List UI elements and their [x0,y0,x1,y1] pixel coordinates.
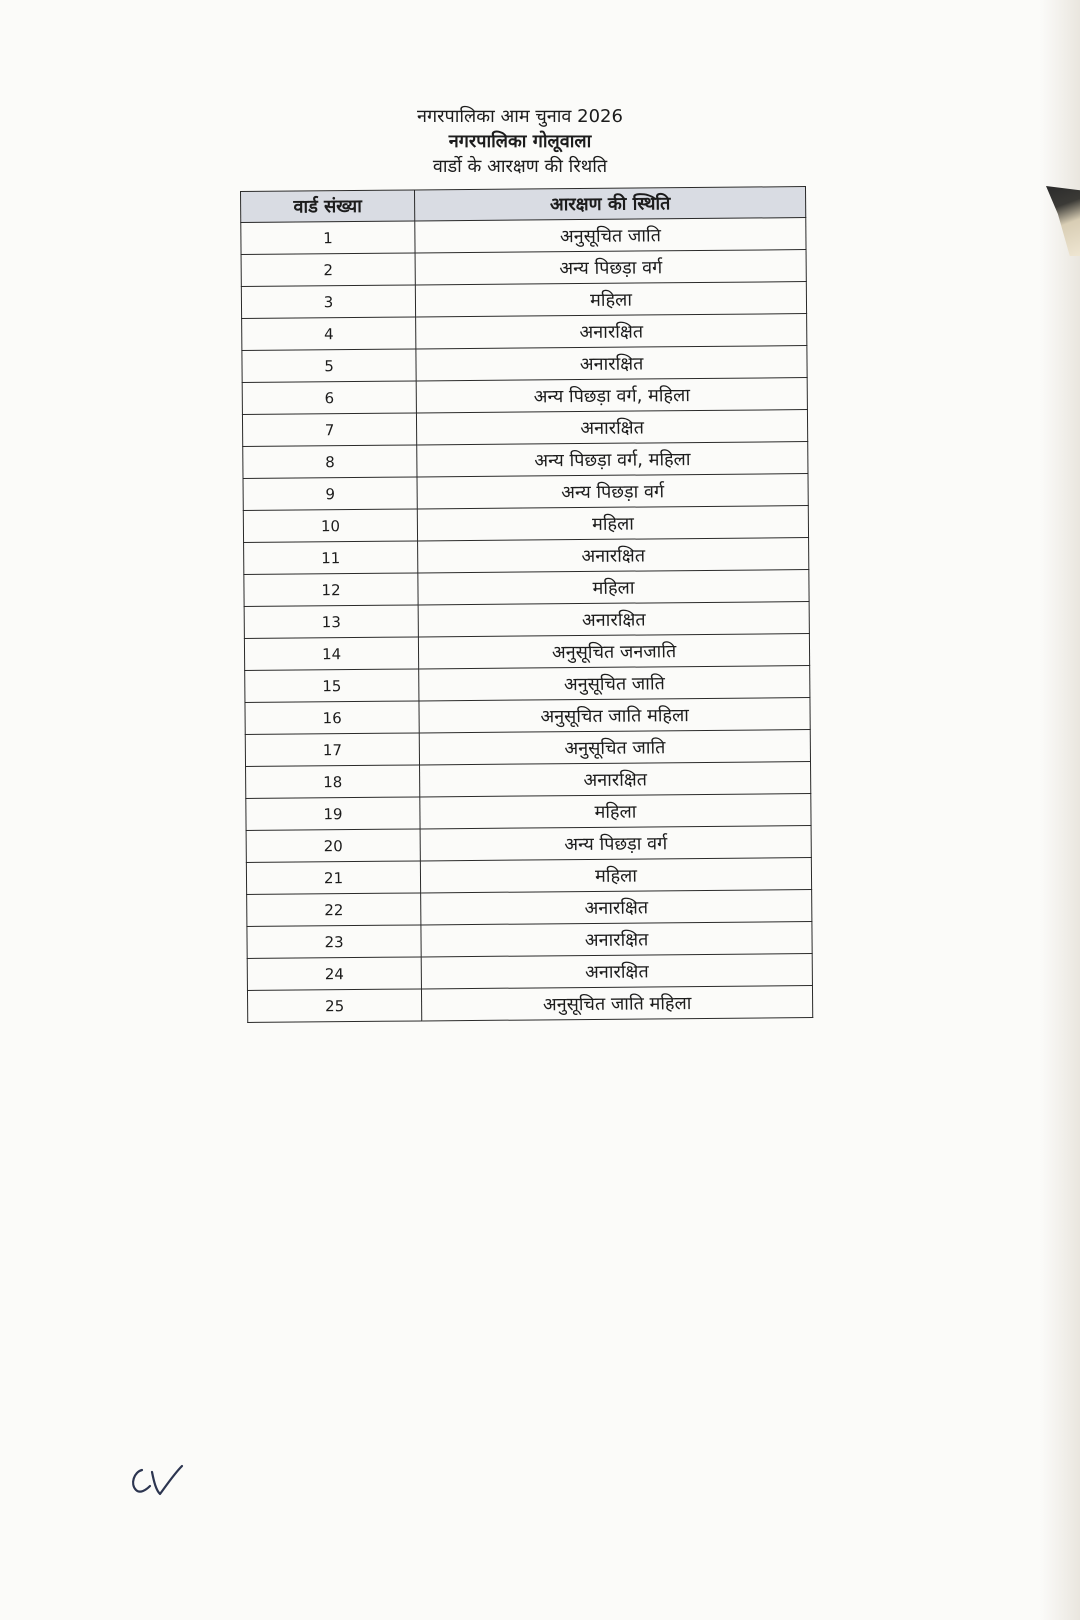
ward-number-cell: 8 [243,445,417,479]
table-row [241,250,806,287]
table-caption: वार्डो के आरक्षण की रिथति [432,156,608,177]
ward-number-cell: 4 [242,317,416,351]
ward-number-cell: 5 [242,349,416,383]
ward-number-cell: 21 [246,861,420,895]
table-row [244,602,809,639]
reservation-status-cell: अनारक्षित [418,602,809,637]
reservation-status-cell: अनारक्षित [421,922,812,957]
ward-number-cell: 24 [247,957,421,991]
reservation-status-cell: अन्य पिछड़ा वर्ग, महिला [416,378,807,413]
reservation-status-cell: अनारक्षित [418,538,809,573]
table-row [241,218,806,255]
table-row [242,314,807,351]
ward-number-cell: 1 [241,221,415,255]
ward-number-cell: 10 [243,509,417,543]
ward-number-cell: 25 [247,989,421,1023]
reservation-status-cell: अन्य पिछड़ा वर्ग [420,826,811,861]
ward-number-cell: 15 [245,669,419,703]
table-row [245,698,810,735]
table-row [246,826,811,863]
table-row [246,858,811,895]
ward-number-cell: 18 [246,765,420,799]
table-row [242,378,807,415]
table-row [245,730,810,767]
table-row [243,474,808,511]
table-row [244,634,809,671]
reservation-status-cell: अनुसूचित जाति [419,666,810,701]
ward-number-cell: 2 [241,253,415,287]
election-title: नगरपालिका आम चुनाव 2026 [417,106,623,127]
reservation-status-cell: अन्य पिछड़ा वर्ग, महिला [417,442,808,477]
ward-number-cell: 14 [244,637,418,671]
reservation-status-cell: महिला [418,570,809,605]
table-row [242,410,807,447]
reservation-status-cell: अनारक्षित [416,346,807,381]
ward-number-cell: 13 [244,605,418,639]
reservation-status-cell: अनुसूचित जाति [415,218,806,253]
ward-number-cell: 9 [243,477,417,511]
ward-number-cell: 12 [244,573,418,607]
reservation-status-cell: अनारक्षित [416,314,807,349]
table-header-row [241,187,806,223]
ward-number-cell: 6 [242,381,416,415]
reservation-status-cell: महिला [417,506,808,541]
ward-number-header: वार्ड संख्या [241,190,415,223]
ward-number-cell: 20 [246,829,420,863]
reservation-status-cell: अनारक्षित [417,410,808,445]
municipality-name: नगरपालिका गोलूवाला [448,131,592,152]
table-row [243,506,808,543]
table-row [247,890,812,927]
reservation-status-header: आरक्षण की स्थिति [415,187,806,221]
table-row [241,282,806,319]
ward-number-cell: 22 [247,893,421,927]
reservation-status-cell: अनारक्षित [421,890,812,925]
table-row [247,922,812,959]
table-row [245,666,810,703]
reservation-status-cell: अनुसूचित जाति महिला [422,986,813,1021]
ward-number-cell: 16 [245,701,419,735]
reservation-status-cell: अनारक्षित [420,762,811,797]
ward-number-cell: 11 [244,541,418,575]
ward-number-cell: 19 [246,797,420,831]
reservation-status-cell: अनुसूचित जनजाति [419,634,810,669]
table-row [244,538,809,575]
reservation-status-cell: महिला [420,858,811,893]
reservation-status-cell: महिला [415,282,806,317]
table-row [242,346,807,383]
ward-number-cell: 7 [242,413,416,447]
reservation-status-cell: महिला [420,794,811,829]
table-row [247,954,812,991]
document-header [300,104,740,179]
table-row [244,570,809,607]
table-row [247,986,812,1023]
reservation-status-cell: अनारक्षित [421,954,812,989]
ward-reservation-table [240,186,813,1023]
reservation-status-cell: अन्य पिछड़ा वर्ग [415,250,806,285]
table-body [241,218,813,1023]
ward-number-cell: 3 [241,285,415,319]
ward-number-cell: 17 [245,733,419,767]
reservation-status-cell: अनुसूचित जाति [419,730,810,765]
ward-number-cell: 23 [247,925,421,959]
table-row [243,442,808,479]
table-row [246,762,811,799]
reservation-status-cell: अनुसूचित जाति महिला [419,698,810,733]
table-row [246,794,811,831]
reservation-status-cell: अन्य पिछड़ा वर्ग [417,474,808,509]
handwritten-signature-icon [128,1460,192,1506]
